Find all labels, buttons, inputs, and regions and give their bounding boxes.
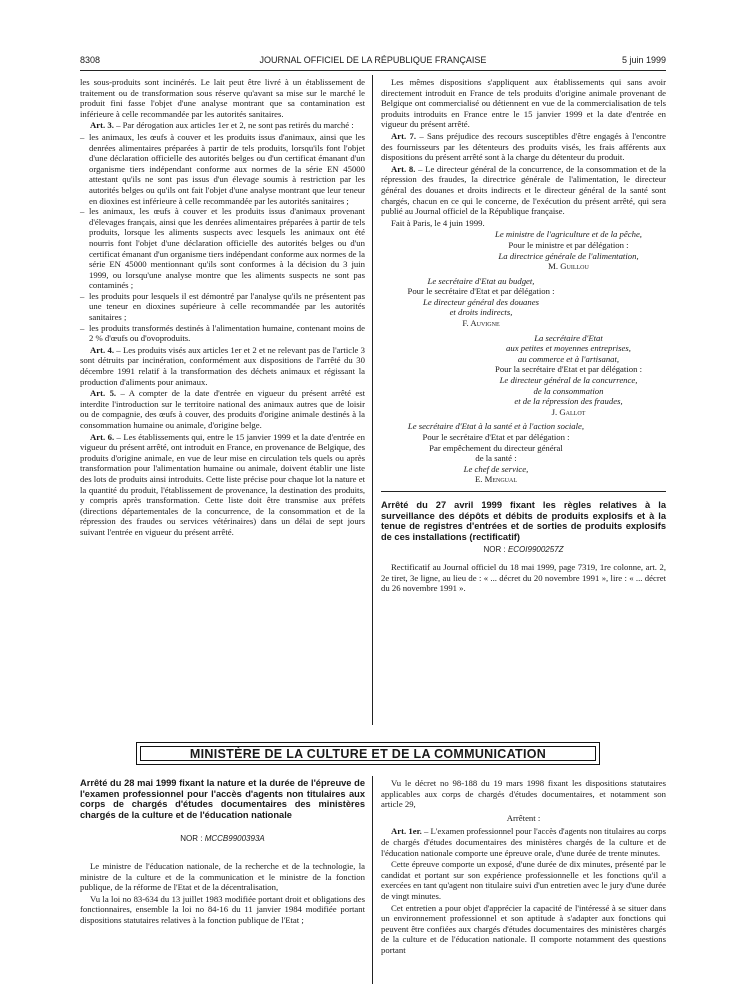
signatory-title: Le secrétaire d'Etat à la santé et à l'action sociale,: [407, 421, 585, 432]
arretent-heading: Arrêtent :: [506, 812, 541, 823]
signatory-name: M. Guillou: [548, 261, 589, 272]
section-rule: [381, 491, 666, 492]
article-text: – Les produits visés aux articles 1er et 2 et ne relevant pas de l'article 3 sont détruits par incinération, conformément aux dispositions de l'arrêté du 30 décembre 1991 relatif à la transformation des déchets animaux et régissant la production d'aliments pour animaux.: [80, 344, 365, 387]
article-label: Art. 3.: [90, 120, 114, 131]
signatory-name: F. Auvigne: [462, 318, 500, 329]
paragraph: Vu la loi no 83-634 du 13 juillet 1983 modifiée portant droit et obligations des fonctionnaires, ensemble la loi no 84-16 du 11 janvier 1984 modifiée portant dispositions statutaires relatives à la fonction publique de l'Etat ;: [80, 893, 365, 925]
article-7: [381, 131, 666, 163]
delegation-line: Par empêchement du directeur général: [429, 442, 563, 453]
signatory-function: Le directeur général de la concurrence,: [499, 375, 638, 386]
article-6: [80, 432, 365, 538]
article-5: [80, 388, 365, 430]
signatory-function: de la consommation: [533, 385, 604, 396]
signatory-title: Le ministre de l'agriculture et de la pêche,: [495, 229, 642, 240]
article-label: Art. 4.: [90, 344, 115, 355]
page-number: 8308: [80, 55, 101, 65]
article-text: – Le directeur général de la concurrence, de la consommation et de la répression des fraudes, la directrice générale de l'alimentation, le directeur général des douanes et droits indirects et le directeur général de la santé sont chargés, chacun en ce qui le concerne, de l'exécution du présent arrêté, qui sera publié au Journal officiel de la République française.: [381, 163, 666, 217]
left-column-lower: [80, 778, 365, 927]
list-item: – les animaux, les œufs à couver et les produits issus d'animaux provenant d'élevages français, ainsi que les denrées alimentaires préparées à partir de tels produits, lorsque les aliments suspects avec lesquels les animaux ont été nourris font l'objet d'une déclaration officielle des autorités belges ou d'un certificat émanant d'un organisme tiers indépendant conforme aux normes de la série EN 45000 mentionnant qu'ils sont conformes à la décision du 3 juin 1999, ou lorsqu'une analyse montre que les aliments suspects ne sont pas contaminés ;: [80, 206, 365, 291]
article-label: Art. 1er.: [391, 826, 422, 837]
nor-code: MCCB9900393A: [204, 834, 265, 844]
right-column-lower: [381, 778, 666, 957]
ministry-title: MINISTÈRE DE LA CULTURE ET DE LA COMMUNICATION: [140, 746, 596, 761]
decree-title: Arrêté du 27 avril 1999 fixant les règles relatives à la surveillance des dépôts et débits de produits explosifs et à la tenue de registres d'entrées et de sorties de produits explosifs de ces installations (rectificatif): [381, 499, 666, 542]
signatory-name: J. Gallot: [551, 406, 586, 417]
decree-title: Arrêté du 28 mai 1999 fixant la nature et la durée de l'épreuve de l'examen professionnel pour l'accès d'agents non titulaires aux corps de chargés d'études documentaires des ministères chargés de la culture et de l'éducation nationale: [80, 778, 365, 820]
signatory-function: Le chef de service,: [463, 463, 529, 474]
paragraph: Le ministre de l'éducation nationale, de la recherche et de la technologie, la ministre de la culture et de la communication et le ministre de la fonction publique, de la réforme de l'Etat et de la décentralisation,: [80, 860, 365, 893]
header-rule: [80, 70, 666, 71]
nor-label: NOR :: [180, 834, 203, 844]
nor-label: NOR :: [483, 545, 506, 555]
signatory-function: La directrice générale de l'alimentation,: [498, 250, 639, 261]
ministry-banner: [136, 742, 600, 765]
signatory-title: Le secrétaire d'Etat au budget,: [427, 275, 535, 286]
signatory-function: et droits indirects,: [449, 307, 513, 318]
paragraph: Vu le décret no 98-188 du 19 mars 1998 fixant les dispositions statutaires applicables aux corps de chargés d'études documentaires, et notamment son article 29,: [381, 778, 666, 810]
signature-place-date: Fait à Paris, le 4 juin 1999.: [391, 217, 485, 228]
nor-code: ECOI9900257Z: [507, 545, 564, 555]
article-8: [381, 164, 666, 217]
signature-block-commerce: [381, 333, 666, 418]
signature-block-agriculture: [381, 229, 666, 271]
article-3-list: [80, 132, 365, 344]
article-4: [80, 345, 365, 387]
issue-date: 5 juin 1999: [621, 55, 666, 65]
article-text: – A compter de la date d'entrée en vigueur du présent arrêté est interdite l'introduction sur le territoire national des animaux autres que de loisir ou de compagnie, des œufs à couver, des produits d'origine animale destinés à la consommation humaine ou animale, d'origine belge.: [80, 388, 365, 430]
delegation-line: de la santé :: [475, 453, 517, 464]
signatory-function: Le directeur général des douanes: [423, 296, 539, 307]
paragraph: les sous-produits sont incinérés. Le lait peut être livré à un établissement de traitement ou de transformation sous réserve qu'avant sa mise sur le marché le produit fini fasse l'objet d'une analyse montrant que sa contamination est inférieure à celle recommandée par les autorités sanitaires.: [80, 77, 365, 119]
delegation-line: Pour la secrétaire d'Etat et par délégation :: [494, 364, 643, 375]
signatory-function: et de la répression des fraudes,: [514, 396, 623, 407]
signature-block-budget: [381, 276, 581, 329]
paragraph: Cet entretien a pour objet d'apprécier la capacité de l'intéressé à se situer dans un environnement professionnel et son aptitude à s'adapter aux fonctions qui peuvent être confiées aux chargés d'études documentaires des ministères chargés de la culture et de l'éducation nationale. Il comporte notamment des questions portant: [381, 902, 666, 955]
paragraph: Cette épreuve comporte un exposé, d'une durée de dix minutes, présenté par le candidat et portant sur son expérience professionnelle et les fonctions qu'il a exercées en tant qu'agent non titulaire suivi d'un entretien avec le jury d'une durée de vingt minutes.: [381, 859, 666, 901]
article-text: – Sans préjudice des recours susceptibles d'être engagés à l'encontre des fournisseurs par les détenteurs des produits visés, les frais afférents aux dispositions du présent arrêté sont à la charge du détenteur du produit.: [381, 130, 666, 163]
delegation-line: Pour le ministre et par délégation :: [508, 239, 629, 250]
signatory-title: aux petites et moyennes entreprises,: [506, 343, 631, 354]
rectificatif-text: Rectificatif au Journal officiel du 18 mai 1999, page 7319, 1re colonne, art. 2, 2e tiret, 3e ligne, au lieu de : « ... décret du 20 novembre 1991 », lire : « ... décret du 26 novembre 1991 ».: [381, 561, 666, 594]
article-label: Art. 7.: [391, 130, 417, 141]
list-item: – les produits pour lesquels il est démontré par l'analyse qu'ils ne présentent pas une teneur en dioxines supérieure à celle recommandée par les autorités sanitaires ;: [80, 291, 365, 323]
article-label: Art. 6.: [90, 431, 115, 442]
journal-title: JOURNAL OFFICIEL DE LA RÉPUBLIQUE FRANÇAISE: [259, 55, 487, 65]
list-item: – les produits transformés destinés à l'alimentation humaine, contenant moins de 2 % d'œufs ou d'ovoproduits.: [80, 323, 365, 344]
page-header: [80, 55, 666, 67]
signatory-title: au commerce et à l'artisanat,: [517, 353, 620, 364]
right-column-upper: [381, 77, 666, 595]
delegation-line: Pour le secrétaire d'Etat et par délégation :: [422, 432, 570, 442]
nor-reference: [381, 545, 666, 556]
signatory-name: E. Mengual: [474, 474, 518, 485]
list-item: – les animaux, les œufs à couver et les produits issus d'animaux, ainsi que les denrées alimentaires préparées à partir de tels produits, lorsqu'ils font l'objet d'une déclaration officielle des autorités belges ou d'un certificat émanant d'un organisme tiers indépendant conforme aux normes de la série EN 45000 attestant qu'ils ne sont pas issus d'un élevage soumis à restriction par les autorités belges ou qu'ils ont fait l'objet d'une analyse montrant que leur teneur en dioxines est inférieure à celle recommandée par les autorités sanitaires ;: [80, 132, 365, 206]
article-label: Art. 5.: [90, 388, 117, 399]
nor-reference: [80, 834, 365, 845]
article-text: – L'examen professionnel pour l'accès d'agents non titulaires au corps de chargés d'études documentaires des ministères chargés de la culture et de l'éducation nationale comporte une épreuve orale, d'une durée de trente minutes.: [381, 826, 666, 858]
article-text: – Par dérogation aux articles 1er et 2, ne sont pas retirés du marché :: [113, 120, 354, 131]
left-column-upper: [80, 77, 365, 539]
paragraph: Les mêmes dispositions s'appliquent aux établissements qui sans avoir directement introduit en France de tels produits d'origine animale provenant de Belgique ont commercialisé ou détiennent en vue de la commercialisation de tels produits introduits en France entre le 15 janvier 1999 et la date d'entrée en vigueur du présent arrêté.: [381, 77, 666, 130]
article-label: Art. 8.: [391, 163, 416, 174]
column-divider: [372, 75, 373, 725]
article-text: – Les établissements qui, entre le 15 janvier 1999 et la date d'entrée en vigueur du présent arrêté, ont introduit en France, en provenance de Belgique, des produits d'origine animale, en vue de leur mise en circulation tels quels ou après transformation pour l'alimentation humaine ou animale, doivent établir une liste des lots de produits ainsi introduits. Cette liste précise pour chaque lot la nature et la quantité du produit, l'établissement de provenance, la destination des produits, y compris après transformation. Cette liste doit être transmise aux préfets (directions départementales de la concurrence, de la consommation et de la répression des fraudes ou services vétérinaires) dans un délai de sept jours suivant l'entrée en vigueur du présent arrêté.: [80, 431, 365, 537]
article-3: [80, 120, 365, 131]
column-divider: [372, 776, 373, 984]
signatory-title: La secrétaire d'Etat: [534, 332, 603, 343]
delegation-line: Pour le secrétaire d'Etat et par délégation :: [407, 286, 555, 297]
article-1: [381, 826, 666, 858]
signature-block-sante: [381, 421, 611, 485]
